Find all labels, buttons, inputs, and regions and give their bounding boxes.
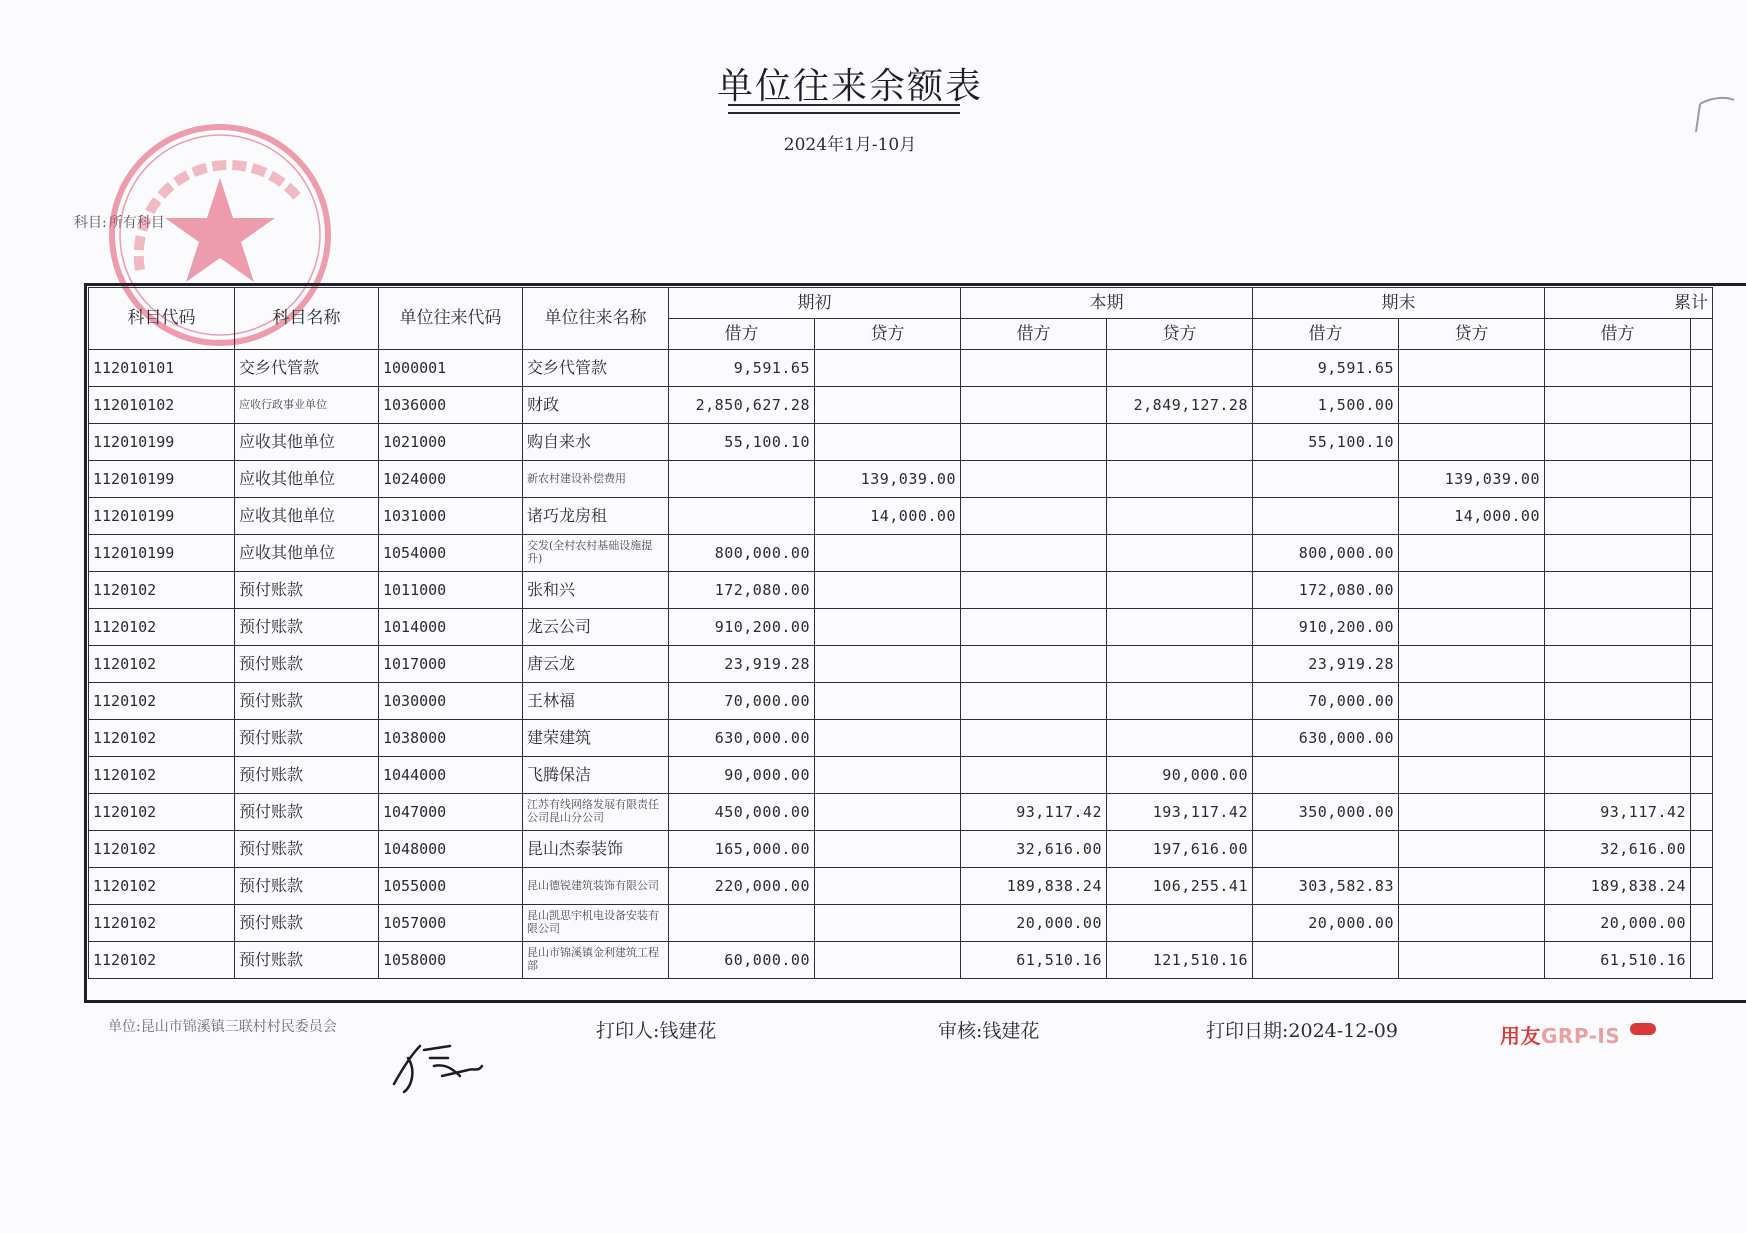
header-cumulative-cut bbox=[1691, 319, 1713, 350]
cell-opening-credit bbox=[815, 905, 961, 942]
cell-closing-debit: 23,919.28 bbox=[1253, 646, 1399, 683]
cell-opening-debit: 60,000.00 bbox=[669, 942, 815, 979]
cell-subject-code: 112010199 bbox=[89, 424, 235, 461]
cell-subject-name: 应收其他单位 bbox=[235, 461, 379, 498]
cell-current-debit bbox=[961, 609, 1107, 646]
cell-current-debit: 189,838.24 bbox=[961, 868, 1107, 905]
cell-unit-name: 王林福 bbox=[523, 683, 669, 720]
cell-opening-credit bbox=[815, 831, 961, 868]
cell-cumulative-cut bbox=[1691, 905, 1713, 942]
cell-opening-debit: 800,000.00 bbox=[669, 535, 815, 572]
cell-cumulative-debit bbox=[1545, 683, 1691, 720]
cell-cumulative-debit bbox=[1545, 461, 1691, 498]
staple-mark-icon bbox=[1690, 92, 1740, 142]
header-current-debit: 借方 bbox=[961, 319, 1107, 350]
cell-subject-code: 112010101 bbox=[89, 350, 235, 387]
cell-cumulative-debit bbox=[1545, 572, 1691, 609]
cell-cumulative-cut bbox=[1691, 831, 1713, 868]
cell-current-credit bbox=[1107, 424, 1253, 461]
cell-unit-code: 1031000 bbox=[379, 498, 523, 535]
cell-cumulative-debit: 61,510.16 bbox=[1545, 942, 1691, 979]
cell-opening-debit: 630,000.00 bbox=[669, 720, 815, 757]
header-current: 本期 bbox=[961, 288, 1253, 319]
cell-closing-debit: 70,000.00 bbox=[1253, 683, 1399, 720]
cell-cumulative-debit bbox=[1545, 424, 1691, 461]
cell-subject-name: 预付账款 bbox=[235, 868, 379, 905]
cell-unit-name: 昆山凯思宇机电设备安装有限公司 bbox=[523, 905, 669, 942]
cell-subject-code: 112010199 bbox=[89, 535, 235, 572]
header-cumulative: 累计 bbox=[1545, 288, 1713, 319]
cell-closing-credit bbox=[1399, 942, 1545, 979]
cell-subject-code: 1120102 bbox=[89, 609, 235, 646]
cell-unit-code: 1044000 bbox=[379, 757, 523, 794]
cell-closing-debit: 800,000.00 bbox=[1253, 535, 1399, 572]
cell-opening-debit bbox=[669, 905, 815, 942]
cell-cumulative-cut bbox=[1691, 942, 1713, 979]
cell-subject-name: 预付账款 bbox=[235, 831, 379, 868]
cell-cumulative-debit: 20,000.00 bbox=[1545, 905, 1691, 942]
table-row bbox=[89, 646, 1713, 683]
cell-closing-debit: 20,000.00 bbox=[1253, 905, 1399, 942]
footer-printer: 打印人:钱建花 bbox=[596, 1020, 717, 1042]
header-unit-code: 单位往来代码 bbox=[379, 288, 523, 350]
cell-current-debit bbox=[961, 572, 1107, 609]
cell-closing-credit bbox=[1399, 535, 1545, 572]
cell-opening-debit: 450,000.00 bbox=[669, 794, 815, 831]
cell-unit-name: 昆山市锦溪镇金利建筑工程部 bbox=[523, 942, 669, 979]
cell-current-debit bbox=[961, 350, 1107, 387]
cell-current-credit bbox=[1107, 350, 1253, 387]
title-underline bbox=[728, 104, 960, 106]
cell-subject-code: 1120102 bbox=[89, 646, 235, 683]
cell-opening-debit: 220,000.00 bbox=[669, 868, 815, 905]
footer-print-date: 打印日期:2024-12-09 bbox=[1206, 1020, 1398, 1042]
cell-unit-name: 江苏有线网络发展有限责任公司昆山分公司 bbox=[523, 794, 669, 831]
cell-subject-name: 预付账款 bbox=[235, 794, 379, 831]
cell-opening-credit bbox=[815, 387, 961, 424]
table-row bbox=[89, 424, 1713, 461]
cell-opening-credit bbox=[815, 757, 961, 794]
cell-current-debit bbox=[961, 646, 1107, 683]
cell-unit-name: 昆山德锐建筑装饰有限公司 bbox=[523, 868, 669, 905]
cell-subject-code: 1120102 bbox=[89, 905, 235, 942]
cell-cumulative-cut bbox=[1691, 572, 1713, 609]
cell-subject-code: 112010102 bbox=[89, 387, 235, 424]
cell-cumulative-cut bbox=[1691, 757, 1713, 794]
header-opening-debit: 借方 bbox=[669, 319, 815, 350]
cell-subject-name: 应收其他单位 bbox=[235, 424, 379, 461]
cell-closing-debit bbox=[1253, 461, 1399, 498]
cell-closing-credit bbox=[1399, 387, 1545, 424]
cell-current-debit bbox=[961, 498, 1107, 535]
header-closing-credit: 贷方 bbox=[1399, 319, 1545, 350]
cell-opening-credit: 139,039.00 bbox=[815, 461, 961, 498]
balance-table bbox=[88, 287, 1713, 979]
cell-unit-name: 财政 bbox=[523, 387, 669, 424]
cell-closing-credit bbox=[1399, 720, 1545, 757]
cell-current-debit: 93,117.42 bbox=[961, 794, 1107, 831]
header-opening-credit: 贷方 bbox=[815, 319, 961, 350]
cell-opening-credit bbox=[815, 350, 961, 387]
cell-unit-code: 1030000 bbox=[379, 683, 523, 720]
cell-subject-name: 预付账款 bbox=[235, 757, 379, 794]
cell-opening-debit: 910,200.00 bbox=[669, 609, 815, 646]
table-row bbox=[89, 387, 1713, 424]
cell-closing-debit bbox=[1253, 831, 1399, 868]
table-row bbox=[89, 757, 1713, 794]
cell-closing-credit bbox=[1399, 683, 1545, 720]
cell-subject-code: 1120102 bbox=[89, 831, 235, 868]
cell-subject-name: 预付账款 bbox=[235, 942, 379, 979]
cell-cumulative-debit: 93,117.42 bbox=[1545, 794, 1691, 831]
cell-current-credit: 197,616.00 bbox=[1107, 831, 1253, 868]
cell-current-credit bbox=[1107, 720, 1253, 757]
cell-closing-credit bbox=[1399, 794, 1545, 831]
cell-opening-credit bbox=[815, 942, 961, 979]
cell-unit-name: 飞腾保洁 bbox=[523, 757, 669, 794]
cell-opening-debit: 172,080.00 bbox=[669, 572, 815, 609]
cell-unit-name: 购自来水 bbox=[523, 424, 669, 461]
subject-value: 所有科目 bbox=[108, 215, 165, 231]
cell-cumulative-cut bbox=[1691, 350, 1713, 387]
cell-unit-code: 1038000 bbox=[379, 720, 523, 757]
header-closing-debit: 借方 bbox=[1253, 319, 1399, 350]
cell-cumulative-cut bbox=[1691, 609, 1713, 646]
cell-current-credit bbox=[1107, 572, 1253, 609]
table-row bbox=[89, 720, 1713, 757]
table-row bbox=[89, 609, 1713, 646]
logo-brand: 用友 bbox=[1500, 1024, 1541, 1048]
cell-closing-credit bbox=[1399, 831, 1545, 868]
cell-unit-code: 1011000 bbox=[379, 572, 523, 609]
title-underline-second bbox=[728, 112, 960, 114]
table-row bbox=[89, 572, 1713, 609]
cell-unit-code: 1054000 bbox=[379, 535, 523, 572]
cell-opening-credit bbox=[815, 646, 961, 683]
table-row bbox=[89, 350, 1713, 387]
cell-unit-name: 张和兴 bbox=[523, 572, 669, 609]
cell-cumulative-debit bbox=[1545, 498, 1691, 535]
cell-cumulative-cut bbox=[1691, 646, 1713, 683]
table-row bbox=[89, 905, 1713, 942]
cell-cumulative-debit bbox=[1545, 720, 1691, 757]
cell-cumulative-cut bbox=[1691, 424, 1713, 461]
cell-cumulative-debit bbox=[1545, 387, 1691, 424]
cell-current-credit: 90,000.00 bbox=[1107, 757, 1253, 794]
cell-closing-debit: 172,080.00 bbox=[1253, 572, 1399, 609]
cell-current-debit bbox=[961, 461, 1107, 498]
cell-unit-code: 1024000 bbox=[379, 461, 523, 498]
cell-cumulative-cut bbox=[1691, 498, 1713, 535]
header-subject-name: 科目名称 bbox=[235, 288, 379, 350]
cell-current-debit bbox=[961, 387, 1107, 424]
cell-cumulative-debit: 189,838.24 bbox=[1545, 868, 1691, 905]
cell-opening-credit bbox=[815, 868, 961, 905]
cell-closing-credit bbox=[1399, 609, 1545, 646]
cell-cumulative-cut bbox=[1691, 461, 1713, 498]
cell-subject-name: 预付账款 bbox=[235, 572, 379, 609]
header-cumulative-debit: 借方 bbox=[1545, 319, 1691, 350]
cell-subject-name: 预付账款 bbox=[235, 683, 379, 720]
cell-unit-code: 1000001 bbox=[379, 350, 523, 387]
cell-opening-debit: 9,591.65 bbox=[669, 350, 815, 387]
cell-subject-code: 112010199 bbox=[89, 461, 235, 498]
cell-closing-debit: 55,100.10 bbox=[1253, 424, 1399, 461]
cell-subject-code: 1120102 bbox=[89, 572, 235, 609]
cell-unit-code: 1057000 bbox=[379, 905, 523, 942]
cell-subject-name: 应收行政事业单位 bbox=[235, 387, 379, 424]
cell-opening-debit: 2,850,627.28 bbox=[669, 387, 815, 424]
cell-current-debit bbox=[961, 757, 1107, 794]
cell-subject-code: 1120102 bbox=[89, 683, 235, 720]
cell-current-debit bbox=[961, 683, 1107, 720]
cell-closing-credit bbox=[1399, 424, 1545, 461]
cell-unit-code: 1014000 bbox=[379, 609, 523, 646]
cell-cumulative-cut bbox=[1691, 794, 1713, 831]
document-title: 单位往来余额表 bbox=[716, 66, 983, 107]
cell-unit-code: 1055000 bbox=[379, 868, 523, 905]
cell-cumulative-cut bbox=[1691, 535, 1713, 572]
cell-subject-code: 112010199 bbox=[89, 498, 235, 535]
cell-current-debit bbox=[961, 424, 1107, 461]
cell-opening-credit bbox=[815, 683, 961, 720]
cell-opening-credit bbox=[815, 572, 961, 609]
cell-unit-code: 1021000 bbox=[379, 424, 523, 461]
cell-cumulative-cut bbox=[1691, 683, 1713, 720]
cell-opening-credit bbox=[815, 424, 961, 461]
cell-current-credit: 121,510.16 bbox=[1107, 942, 1253, 979]
cell-closing-debit: 303,582.83 bbox=[1253, 868, 1399, 905]
table-row bbox=[89, 683, 1713, 720]
cell-subject-code: 1120102 bbox=[89, 757, 235, 794]
cell-closing-debit: 910,200.00 bbox=[1253, 609, 1399, 646]
cell-opening-debit: 70,000.00 bbox=[669, 683, 815, 720]
logo-cloud-icon bbox=[1630, 1023, 1656, 1035]
cell-opening-credit bbox=[815, 720, 961, 757]
cell-unit-code: 1036000 bbox=[379, 387, 523, 424]
footer-reviewer: 审核:钱建花 bbox=[938, 1020, 1040, 1042]
cell-opening-debit bbox=[669, 461, 815, 498]
report-period: 2024年1月-10月 bbox=[783, 135, 917, 155]
cell-subject-name: 预付账款 bbox=[235, 646, 379, 683]
cell-subject-name: 预付账款 bbox=[235, 905, 379, 942]
cell-closing-credit bbox=[1399, 905, 1545, 942]
table-row bbox=[89, 498, 1713, 535]
cell-current-credit bbox=[1107, 646, 1253, 683]
cell-subject-code: 1120102 bbox=[89, 942, 235, 979]
cell-subject-code: 1120102 bbox=[89, 868, 235, 905]
table-row bbox=[89, 535, 1713, 572]
footer-unit: 单位:昆山市锦溪镇三联村村民委员会 bbox=[108, 1019, 337, 1035]
header-closing: 期末 bbox=[1253, 288, 1545, 319]
cell-opening-debit: 23,919.28 bbox=[669, 646, 815, 683]
cell-unit-name: 交乡代管款 bbox=[523, 350, 669, 387]
logo-product: GRP-IS bbox=[1541, 1024, 1621, 1048]
cell-current-credit bbox=[1107, 535, 1253, 572]
cell-closing-debit bbox=[1253, 942, 1399, 979]
cell-closing-credit: 139,039.00 bbox=[1399, 461, 1545, 498]
cell-current-credit bbox=[1107, 461, 1253, 498]
cell-closing-debit bbox=[1253, 757, 1399, 794]
cell-closing-debit: 1,500.00 bbox=[1253, 387, 1399, 424]
cell-unit-code: 1047000 bbox=[379, 794, 523, 831]
table-row bbox=[89, 831, 1713, 868]
cell-current-credit: 193,117.42 bbox=[1107, 794, 1253, 831]
cell-opening-credit bbox=[815, 535, 961, 572]
cell-unit-name: 昆山杰泰装饰 bbox=[523, 831, 669, 868]
table-row bbox=[89, 794, 1713, 831]
cell-unit-name: 新农村建设补偿费用 bbox=[523, 461, 669, 498]
cell-subject-name: 应收其他单位 bbox=[235, 535, 379, 572]
cell-closing-credit bbox=[1399, 868, 1545, 905]
cell-subject-code: 1120102 bbox=[89, 794, 235, 831]
cell-closing-credit bbox=[1399, 350, 1545, 387]
header-subject-code: 科目代码 bbox=[89, 288, 235, 350]
cell-opening-debit bbox=[669, 498, 815, 535]
cell-subject-name: 预付账款 bbox=[235, 720, 379, 757]
cell-opening-credit bbox=[815, 609, 961, 646]
cell-current-debit bbox=[961, 720, 1107, 757]
cell-closing-debit bbox=[1253, 498, 1399, 535]
cell-current-debit: 32,616.00 bbox=[961, 831, 1107, 868]
handwritten-signature bbox=[390, 1036, 490, 1096]
table-body bbox=[89, 350, 1713, 979]
cell-cumulative-cut bbox=[1691, 868, 1713, 905]
cell-cumulative-debit: 32,616.00 bbox=[1545, 831, 1691, 868]
cell-cumulative-debit bbox=[1545, 535, 1691, 572]
cell-subject-name: 预付账款 bbox=[235, 609, 379, 646]
table-row bbox=[89, 461, 1713, 498]
cell-current-credit bbox=[1107, 905, 1253, 942]
cell-subject-name: 应收其他单位 bbox=[235, 498, 379, 535]
cell-unit-name: 龙云公司 bbox=[523, 609, 669, 646]
cell-current-debit: 20,000.00 bbox=[961, 905, 1107, 942]
cell-current-debit bbox=[961, 535, 1107, 572]
cell-current-debit: 61,510.16 bbox=[961, 942, 1107, 979]
cell-unit-code: 1058000 bbox=[379, 942, 523, 979]
cell-unit-code: 1017000 bbox=[379, 646, 523, 683]
cell-current-credit bbox=[1107, 683, 1253, 720]
header-unit-name: 单位往来名称 bbox=[523, 288, 669, 350]
cell-unit-name: 交发(全村农村基础设施提升) bbox=[523, 535, 669, 572]
cell-current-credit: 106,255.41 bbox=[1107, 868, 1253, 905]
cell-closing-credit bbox=[1399, 572, 1545, 609]
cell-subject-code: 1120102 bbox=[89, 720, 235, 757]
cell-closing-credit: 14,000.00 bbox=[1399, 498, 1545, 535]
cell-closing-debit: 9,591.65 bbox=[1253, 350, 1399, 387]
cell-subject-name: 交乡代管款 bbox=[235, 350, 379, 387]
cell-cumulative-debit bbox=[1545, 757, 1691, 794]
cell-unit-name: 唐云龙 bbox=[523, 646, 669, 683]
cell-cumulative-debit bbox=[1545, 646, 1691, 683]
header-current-credit: 贷方 bbox=[1107, 319, 1253, 350]
cell-current-credit bbox=[1107, 609, 1253, 646]
cell-opening-debit: 90,000.00 bbox=[669, 757, 815, 794]
cell-unit-name: 诸巧龙房租 bbox=[523, 498, 669, 535]
cell-current-credit bbox=[1107, 498, 1253, 535]
cell-closing-debit: 350,000.00 bbox=[1253, 794, 1399, 831]
cell-unit-code: 1048000 bbox=[379, 831, 523, 868]
cell-closing-debit: 630,000.00 bbox=[1253, 720, 1399, 757]
yonyou-logo bbox=[1500, 1020, 1656, 1049]
header-opening: 期初 bbox=[669, 288, 961, 319]
cell-cumulative-debit bbox=[1545, 609, 1691, 646]
subject-label: 科目: bbox=[74, 215, 107, 231]
cell-closing-credit bbox=[1399, 757, 1545, 794]
cell-cumulative-debit bbox=[1545, 350, 1691, 387]
cell-cumulative-cut bbox=[1691, 720, 1713, 757]
cell-opening-debit: 55,100.10 bbox=[669, 424, 815, 461]
cell-closing-credit bbox=[1399, 646, 1545, 683]
table-row bbox=[89, 942, 1713, 979]
cell-opening-credit: 14,000.00 bbox=[815, 498, 961, 535]
table-row bbox=[89, 868, 1713, 905]
cell-current-credit: 2,849,127.28 bbox=[1107, 387, 1253, 424]
cell-opening-debit: 165,000.00 bbox=[669, 831, 815, 868]
cell-cumulative-cut bbox=[1691, 387, 1713, 424]
cell-opening-credit bbox=[815, 794, 961, 831]
cell-unit-name: 建荣建筑 bbox=[523, 720, 669, 757]
